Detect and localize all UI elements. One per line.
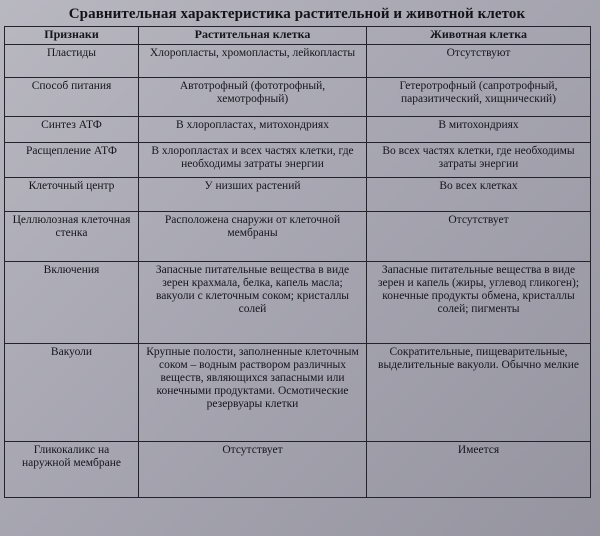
animal-cell: Отсутствует: [367, 212, 591, 262]
plant-cell: Автотрофный (фототрофный, хемотрофный): [139, 78, 367, 117]
animal-cell: Во всех частях клетки, где необходимы затраты энергии: [367, 143, 591, 178]
feature-cell: Включения: [5, 262, 139, 344]
feature-cell: Вакуоли: [5, 344, 139, 442]
animal-cell: Во всех клетках: [367, 178, 591, 212]
header-features: Признаки: [5, 27, 139, 45]
plant-cell: Отсутствует: [139, 442, 367, 498]
comparison-table: [4, 26, 591, 498]
table-row: [5, 344, 591, 442]
table-row: [5, 143, 591, 178]
plant-cell: Запасные питательные вещества в виде зерен крахмала, белка, капель масла; вакуоли с клеточным соком; кристаллы солей: [139, 262, 367, 344]
plant-cell: Расположена снаружи от клеточной мембраны: [139, 212, 367, 262]
animal-cell: Гетеротрофный (сапротрофный, паразитический, хищнический): [367, 78, 591, 117]
animal-cell: Отсутствуют: [367, 45, 591, 78]
feature-cell: Целлюлозная клеточная стенка: [5, 212, 139, 262]
plant-cell: Крупные полости, заполненные клеточным соком – водным раствором различных веществ, являющихся запасными или конечными продуктами. Осмотические резервуары клетки: [139, 344, 367, 442]
table-row: [5, 442, 591, 498]
plant-cell: У низших растений: [139, 178, 367, 212]
animal-cell: Имеется: [367, 442, 591, 498]
animal-cell: Сократительные, пищеварительные, выделительные вакуоли. Обычно мелкие: [367, 344, 591, 442]
feature-cell: Пластиды: [5, 45, 139, 78]
table-row: [5, 212, 591, 262]
header-plant-cell: Растительная клетка: [139, 27, 367, 45]
animal-cell: В митохондриях: [367, 117, 591, 143]
plant-cell: Хлоропласты, хромопласты, лейкопласты: [139, 45, 367, 78]
feature-cell: Способ питания: [5, 78, 139, 117]
table-title: Сравнительная характеристика растительной и животной клеток: [68, 6, 526, 22]
animal-cell: Запасные питательные вещества в виде зерен и капель (жиры, углевод гликоген); конечные продукты обмена, кристаллы солей; пигменты: [367, 262, 591, 344]
plant-cell: В хлоропластах, митохондриях: [139, 117, 367, 143]
feature-cell: Гликокаликс на наружной мембране: [5, 442, 139, 498]
table-row: [5, 117, 591, 143]
feature-cell: Клеточный центр: [5, 178, 139, 212]
header-row: [5, 27, 591, 45]
table-row: [5, 178, 591, 212]
table-row: [5, 78, 591, 117]
plant-cell: В хлоропластах и всех частях клетки, где необходимы затраты энергии: [139, 143, 367, 178]
feature-cell: Расщепление АТФ: [5, 143, 139, 178]
table-row: [5, 262, 591, 344]
feature-cell: Синтез АТФ: [5, 117, 139, 143]
header-animal-cell: Животная клетка: [367, 27, 591, 45]
table-row: [5, 45, 591, 78]
